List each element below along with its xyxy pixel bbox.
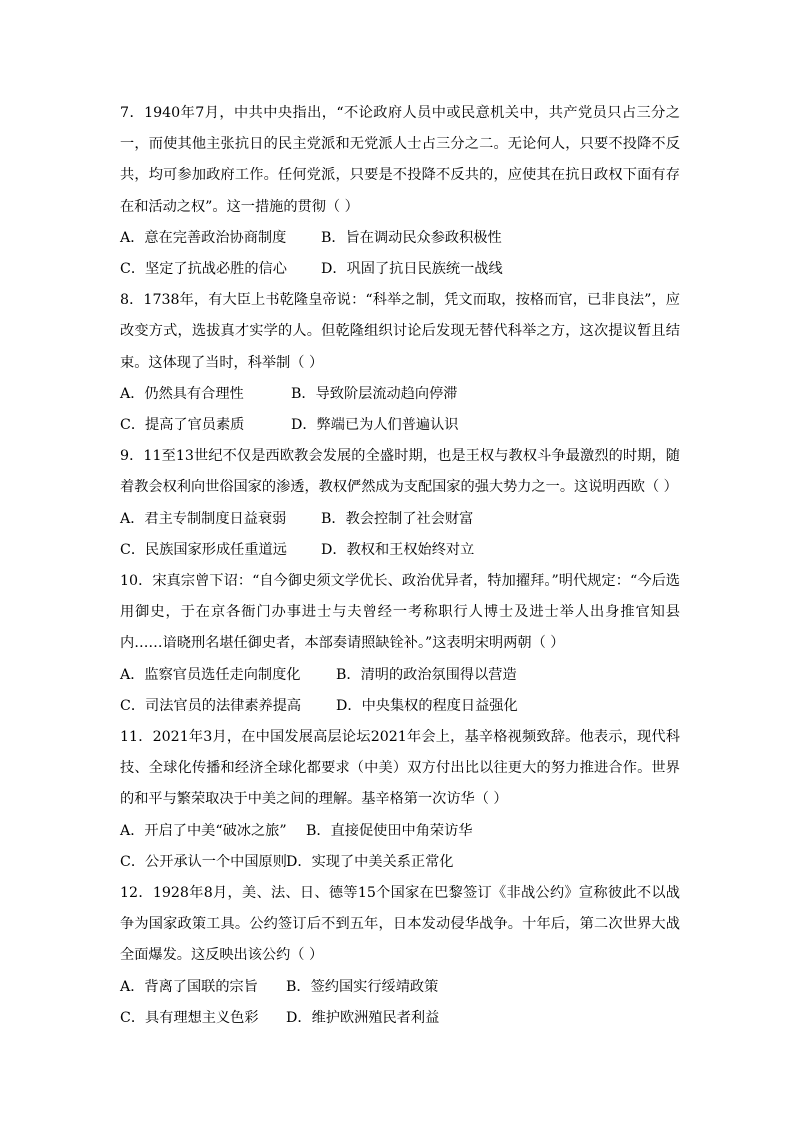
question-9-option-b[interactable]: B．教会控制了社会财富: [321, 510, 474, 527]
question-10-stem: 10．宋真宗曾下诏：“自今御史须文学优长、政治优异者，特加擢拜。”明代规定：“今后选用御史，于在京各衙门办事进士与夫曾经一考称职行人博士及进士举人出身推官知县内……谙晓刑名堪任御史者，本部奏请照缺铨补。”这表明宋明两朝（ ）: [120, 573, 680, 652]
question-8-option-d[interactable]: D．弊端已为人们普遍认识: [291, 417, 459, 434]
question-10-option-b[interactable]: B．清明的政治氛围得以营造: [336, 666, 517, 683]
question-7-option-b[interactable]: B．旨在调动民众参政积极性: [321, 229, 502, 246]
question-7-option-c[interactable]: C．坚定了抗战必胜的信心: [120, 261, 287, 278]
question-10-option-c[interactable]: C．司法官员的法律素养提高: [120, 697, 302, 714]
question-8-option-c[interactable]: C．提高了官员素质: [120, 417, 245, 434]
question-8-option-b[interactable]: B．导致阶层流动趋向停滞: [291, 385, 458, 402]
question-12-option-b[interactable]: B．签约国实行绥靖政策: [286, 978, 439, 995]
question-8-stem: 8．1738年，有大臣上书乾隆皇帝说：“科举之制，凭文而取，按格而官，已非良法”，应改变方式，选拔真才实学的人。但乾隆组织讨论后发现无替代科举之方，这次提议暂且结束。这体现了当时，科举制（ ）: [120, 292, 680, 371]
question-11-option-c[interactable]: C．公开承认一个中国原则: [120, 853, 287, 870]
question-10-option-a[interactable]: A．监察官员选任走向制度化: [120, 666, 301, 683]
question-7-stem: 7．1940年7月，中共中央指出，“不论政府人员中或民意机关中，共产党员只占三分之一，而使其他主张抗日的民主党派和无党派人士占三分之二。无论何人，只要不投降不反共，均可参加政府工作。任何党派，只要是不投降不反共的，应使其在抗日政权下面有存在和活动之权”。这一措施的贯彻（ ）: [120, 105, 680, 215]
question-9-stem: 9．11至13世纪不仅是西欧教会发展的全盛时期，也是王权与教权斗争最激烈的时期，随着教会权利向世俗国家的渗透，教权俨然成为支配国家的强大势力之一。这说明西欧（ ）: [120, 448, 680, 496]
question-10-options-row-2: [120, 691, 680, 722]
question-9-options-row-1: [120, 504, 680, 535]
question-12-option-d[interactable]: D．维护欧洲殖民者利益: [286, 1009, 440, 1026]
question-7-option-d[interactable]: D．巩固了抗日民族统一战线: [321, 261, 503, 278]
question-12-stem: 12．1928年8月，美、法、日、德等15个国家在巴黎签订《非战公约》宣称彼此不以战争为国家政策工具。公约签订后不到五年，日本发动侵华战争。十年后，第二次世界大战全面爆发。这反映出该公约（ ）: [120, 885, 680, 964]
question-9-option-a[interactable]: A．君主专制制度日益衰弱: [120, 510, 287, 527]
question-12-option-a[interactable]: A．背离了国联的宗旨: [120, 978, 258, 995]
question-8-options-row-2: [120, 410, 680, 441]
question-9-options-row-2: [120, 535, 680, 566]
question-11-stem: 11．2021年3月，在中国发展高层论坛2021年会上，基辛格视频致辞。他表示，现代科技、全球化传播和经济全球化都要求（中美）双方付出比以往更大的努力推进合作。世界的和平与繁荣取决于中美之间的理解。基辛格第一次访华（ ）: [120, 729, 680, 808]
question-9-option-c[interactable]: C．民族国家形成任重道远: [120, 541, 287, 558]
question-7-options-row-2: [120, 254, 680, 285]
question-11-option-d[interactable]: D．实现了中美关系正常化: [286, 853, 454, 870]
question-12-option-c[interactable]: C．具有理想主义色彩: [120, 1009, 259, 1026]
question-11-options-row-1: [120, 816, 680, 847]
question-11-options-row-2: [120, 847, 680, 878]
question-11-option-b[interactable]: B．直接促使田中角荣访华: [306, 822, 473, 839]
question-8-options-row-1: [120, 379, 680, 410]
question-12-options-row-2: [120, 1003, 680, 1034]
question-10-options-row-1: [120, 660, 680, 691]
question-11-option-a[interactable]: A．开启了中美“破冰之旅”: [120, 822, 287, 839]
question-7-option-a[interactable]: A．意在完善政治协商制度: [120, 229, 287, 246]
question-10-option-d[interactable]: D．中央集权的程度日益强化: [336, 697, 518, 714]
question-12-options-row-1: [120, 972, 680, 1003]
question-page: [120, 98, 680, 1034]
question-9-option-d[interactable]: D．教权和王权始终对立: [321, 541, 475, 558]
question-7-options-row-1: [120, 223, 680, 254]
question-8-option-a[interactable]: A．仍然具有合理性: [120, 385, 244, 402]
